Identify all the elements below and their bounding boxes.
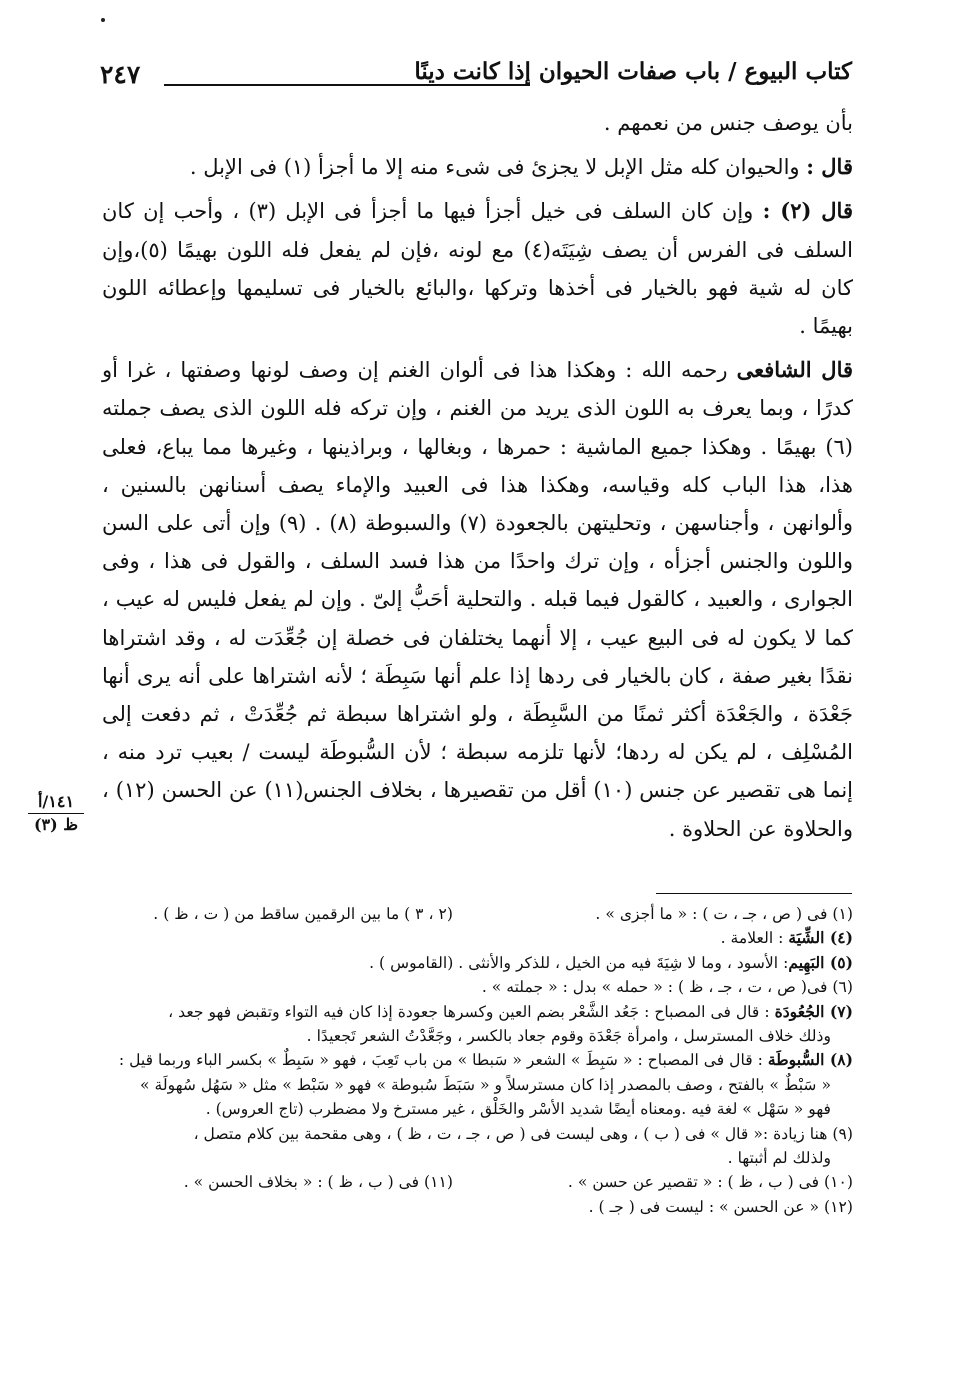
footnote-4: (٤) الشِّيَة : العلامة . — [720, 928, 853, 948]
speck-dot — [101, 18, 105, 22]
speaker-label: قال : — [806, 154, 853, 180]
footnote-7: (٧) الجُعُودَة : قال فى المصباح : جَعُد الشَّعْر بضم العين وكسرها جعودة إذا كان فيه التواء وتقبض فهو جعد ، — [168, 1001, 853, 1021]
footnote-8: (٨) السُّبوطَة : قال فى المصباح : « سَبِطَ » الشعر « سَبطا » من باب تَعِبَ ، فهو « سَبِطٌ » بكسر الباء وربما قيل : — [118, 1050, 853, 1070]
footnote-12: (١٢) « عن الحسن » : ليست فى ( جـ ) . — [588, 1197, 853, 1216]
speaker-label: قال الشافعى — [736, 357, 854, 383]
main-text — [102, 104, 853, 848]
footnote-9: (٩) هنا زيادة :« قال » فى ( ب ) ، وهى ليست فى ( ص ، جـ ، ت ، ظ ) ، وهى مقحمة بين كلام متصل ، — [193, 1124, 853, 1143]
paragraph-3 — [102, 192, 853, 345]
footnote-11: (١١) فى ( ب ، ظ ) : « بخلاف الحسن » . — [183, 1173, 453, 1192]
footnote-term: (٨) السُّبوطَة — [767, 1050, 853, 1070]
footnote-term: (٤) الشِّيَة — [788, 928, 853, 948]
footnote-7-continued: وذلك خلاف المسترسل ، وامرأة جَعْدَة وقوم جعاد بالكسر ، وجَعَّدْتُ الشعر تَجعيدًا . — [306, 1027, 831, 1046]
footnote-term: (٥) البَهِيم — [788, 952, 853, 972]
paragraph-1: بأن يوصف جنس من نعمهم . — [603, 111, 853, 135]
paragraph-text: رحمه الله : وهكذا هذا فى ألوان الغنم إن وصف لونها وصفتها ، غرا أو كدرًا ، وبما يعرف به اللون الذى يريد من الغنم ، وإن تركه فله اللون الذى يصف جملته (٦) بهيمًا . وهكذا جميع الماشية : حمرها ، وبغالها ، وبراذينها ، وغيرها مما يباع، فعلى هذا، هذا الباب كله وقياسه، وهكذا هذا فى العبيد والإماء يصف أسنانهن بالسنين ، وألوانهن ، وأجناسهن ، وتحليتهن بالجعودة (٧) والسبوطة (٨) . (٩) وإن أتى على السن واللون والجنس أجزأه ، وإن ترك واحدًا من هذا فسد السلف ، والقول فى هذا ، وفى الجوارى ، والعبيد ، كالقول فيما قبله . والتحلية أحَبُّ إلىّ . وإن لم يفعل فليس له عيب ، كما لا يكون له فى البيع عيب ، إلا أنهما يختلفان فى خصلة إن جُعِّدَت له ، وقد اشتراها نقدًا بغير صفة ، كان بالخيار فى ردها إذا علم أنها سَبِطَة ؛ لأنه اشتراها على أنه يرى أنها جَعْدَة ، والجَعْدَة أكثر ثمنًا من السَّبِطَة ، ولو اشتراها سبطة ثم جُعِّدَتْ ، ثم دفعت إلى المُسْلِف ، لم يكن له ردها؛ لأنها تلزمه سبطة ؛ لأن السُّبوطَة ليست / بعيب ترد منه ، إنما هى تقصير عن جنس (١٠) أقل من تقصيرها ، بخلاف الجنس(١١) عن الحسن (١٢) ، والحلاوة عن الحلاوة . — [102, 358, 854, 841]
footnote-5: (٥) البَهِيم: الأسود ، وما لا شِيَةَ فيه من الخيل ، للذكر والأنثى . (القاموس ) . — [369, 952, 853, 972]
paragraph-text: والحيوان كله مثل الإبل لا يجزئ فى شىء منه إلا ما أجزأ (١) فى الإبل . — [189, 155, 807, 180]
page-header — [100, 54, 852, 98]
footnote-8-continued: فهو « سَهْل » لغة فيه .ومعناه أيضًا شديد الأسْر والخَلْق ، غير مسترخ ولا مضطرب (تاج العروس) . — [205, 1100, 831, 1119]
footnotes — [110, 902, 853, 1219]
footnote-10: (١٠) فى ( ب ، ظ ) : « تقصير عن حسن » . — [567, 1173, 853, 1192]
running-title: كتاب البيوع / باب صفات الحيوان إذا كانت دينًا — [414, 58, 852, 85]
footnote-row — [110, 902, 853, 926]
footnote-9-continued: ولذلك لم أثبتها . — [727, 1149, 831, 1168]
footnote-2-3: (٢ ، ٣ ) ما بين الرقمين ساقط من ( ت ، ظ ) . — [153, 905, 453, 923]
footnote-8-continued: « سَبْطٌ » بالفتح ، وصف بالمصدر إذا كان مسترسلاً و « سَبَطَ سُبوطة » فهو « سَبْط » مثل « سَهُل سُهولَة » — [140, 1075, 831, 1094]
paragraph-4 — [102, 351, 853, 848]
paragraph-2 — [102, 148, 853, 186]
manuscript-margin-note — [28, 792, 84, 834]
footnote-6: (٦) فى( ص ، ت ، جـ ، ظ ) : « حمله » بدل : « جملته » . — [481, 978, 853, 997]
page-number: ٢٤٧ — [100, 60, 141, 89]
paragraph-text: وإن كان السلف فى خيل أجزأ فيها ما أجزأ فى الإبل (٣) ، وأحب إن كان السلف فى الفرس أن يصف شِيَتَه(٤) مع لونه ،فإن لم يفعل فله اللون بهيمًا (٥)،وإن كان له شية فهو بالخيار فى أخذها وتركها ،والبائع بالخيار فى تسليمها وإعطائه اللون بهيمًا . — [102, 199, 853, 339]
footnote-term: (٧) الجُعُودَة — [774, 1001, 853, 1021]
footnote-row — [110, 1170, 853, 1194]
footnote-rule — [656, 893, 852, 894]
margin-folio: ١٤١/أ — [28, 792, 84, 814]
margin-manuscript: ظ (٣) — [33, 815, 79, 834]
speaker-label: قال (٢) : — [762, 198, 853, 224]
footnote-1: (١) فى ( ص ، جـ ، ت ) : « ما أجزى » . — [595, 905, 853, 923]
